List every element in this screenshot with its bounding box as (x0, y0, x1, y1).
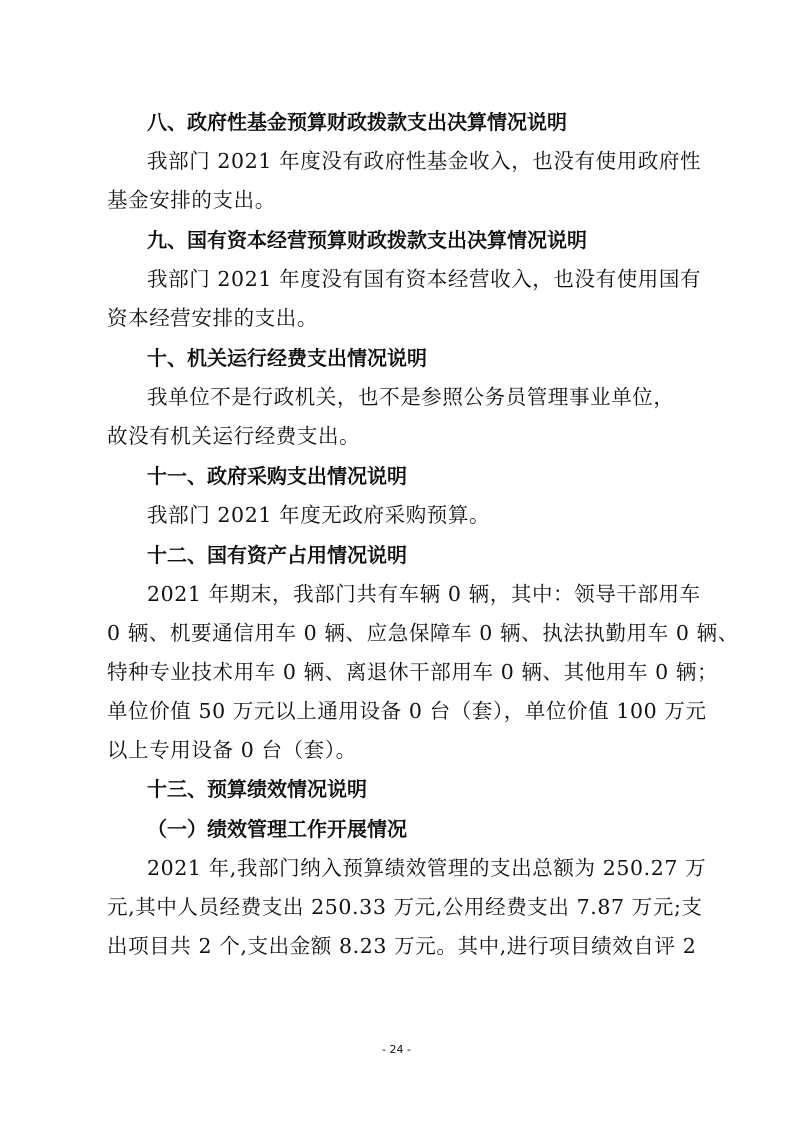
paragraph-line: 2021 年,我部门纳入预算绩效管理的支出总额为 250.27 万 (147, 856, 707, 880)
section-heading-11: 十一、政府采购支出情况说明 (147, 464, 407, 488)
paragraph-line: 我部门 2021 年度没有政府性基金收入，也没有使用政府性 (147, 149, 702, 173)
paragraph-line: 特种专业技术用车 0 辆、离退休干部用车 0 辆、其他用车 0 辆； (107, 660, 719, 684)
paragraph-line: 元,其中人员经费支出 250.33 万元,公用经费支出 7.87 万元;支 (107, 895, 703, 919)
section-heading-10: 十、机关运行经费支出情况说明 (147, 346, 427, 370)
paragraph-line: 资本经营安排的支出。 (107, 306, 318, 330)
section-heading-9: 九、国有资本经营预算财政拨款支出决算情况说明 (147, 228, 587, 252)
paragraph-line: 2021 年期末，我部门共有车辆 0 辆，其中：领导干部用车 (147, 582, 701, 606)
paragraph-line: 故没有机关运行经费支出。 (107, 424, 361, 448)
section-heading-8: 八、政府性基金预算财政拨款支出决算情况说明 (147, 110, 567, 134)
paragraph-line: 以上专用设备 0 台（套）。 (107, 738, 357, 762)
section-heading-12: 十二、国有资产占用情况说明 (147, 543, 407, 567)
paragraph-line: 我单位不是行政机关，也不是参照公务员管理事业单位， (147, 385, 675, 409)
section-heading-13: 十三、预算绩效情况说明 (147, 777, 367, 801)
page-number: - 24 - (382, 1043, 411, 1056)
paragraph-line: 0 辆、机要通信用车 0 辆、应急保障车 0 辆、执法执勤用车 0 辆、 (107, 621, 739, 645)
subsection-heading: （一）绩效管理工作开展情况 (147, 817, 407, 841)
paragraph-line: 出项目共 2 个,支出金额 8.23 万元。其中,进行项目绩效自评 2 (107, 934, 697, 958)
paragraph-line: 我部门 2021 年度没有国有资本经营收入，也没有使用国有 (147, 267, 702, 291)
paragraph-line: 基金安排的支出。 (107, 188, 276, 212)
paragraph-line: 我部门 2021 年度无政府采购预算。 (147, 503, 491, 527)
paragraph-line: 单位价值 50 万元以上通用设备 0 台（套），单位价值 100 万元 (107, 699, 707, 723)
